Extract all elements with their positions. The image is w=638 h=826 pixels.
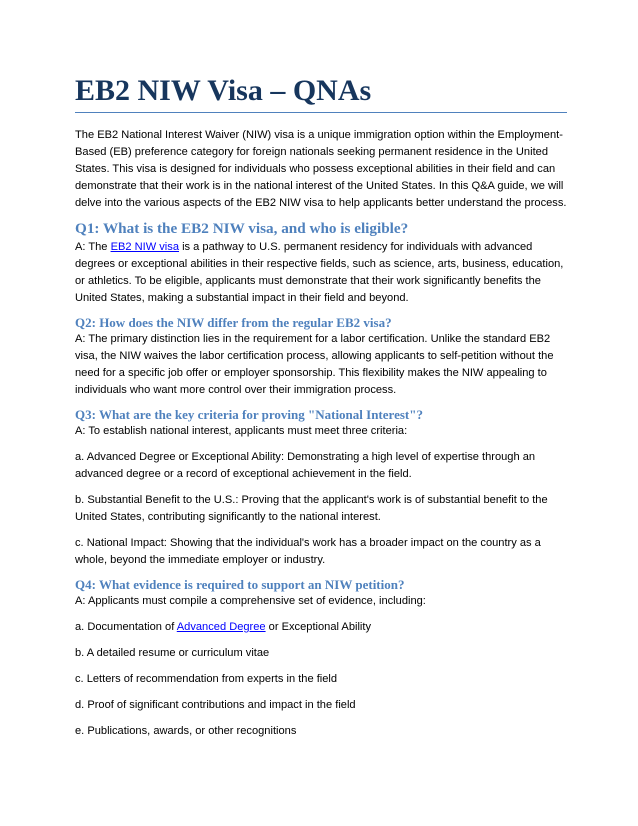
question-2-answer: A: The primary distinction lies in the requirement for a labor certification. Unlike the standard EB2 visa, the NIW waives the labor certification process, allowing applicants to self-petition without the need for a specific job offer or employer sponsorship. This flexibility makes the NIW appealing to individuals who want more control over their immigration process. xyxy=(75,333,554,396)
question-1-answer xyxy=(75,239,567,307)
criteria-item-c: c. National Impact: Showing that the individual's work has a broader impact on the country as a whole, beyond the immediate employer or industry. xyxy=(75,537,541,566)
criteria-item-b: b. Substantial Benefit to the U.S.: Proving that the applicant's work is of substantial benefit to the United States, contributing significantly to the national interest. xyxy=(75,494,548,523)
question-3-answer: A: To establish national interest, applicants must meet three criteria: xyxy=(75,425,408,437)
answer-1-prefix: A: The xyxy=(75,241,111,253)
question-1-heading: Q1: What is the EB2 NIW visa, and who is eligible? xyxy=(75,220,409,237)
criteria-item-a: a. Advanced Degree or Exceptional Ability: Demonstrating a high level of expertise through an advanced degree or a record of exceptional achievement in the field. xyxy=(75,451,536,480)
evidence-item-e: e. Publications, awards, or other recognitions xyxy=(75,725,297,737)
evidence-item-a-prefix: a. Documentation of xyxy=(75,621,177,633)
page-title: EB2 NIW Visa – QNAs xyxy=(75,74,567,113)
question-3-heading: Q3: What are the key criteria for proving "National Interest"? xyxy=(75,407,423,422)
advanced-degree-link[interactable]: Advanced Degree xyxy=(176,621,266,633)
document-page xyxy=(75,74,567,740)
intro-paragraph: The EB2 National Interest Waiver (NIW) visa is a unique immigration option within the Employment-Based (EB) preference category for foreign nationals seeking permanent residence in the United States. This visa is designed for individuals who possess exceptional abilities in their field and can demonstrate that their work is in the national interest of the United States. In this Q&A guide, we will delve into the various aspects of the EB2 NIW visa to help applicants better understand the process. xyxy=(75,129,567,209)
evidence-item-c: c. Letters of recommendation from experts in the field xyxy=(75,673,338,685)
eb2-niw-visa-link[interactable]: EB2 NIW visa xyxy=(110,241,179,253)
question-4-heading: Q4: What evidence is required to support an NIW petition? xyxy=(75,577,405,592)
evidence-item-a-text: or Exceptional Ability xyxy=(265,621,372,633)
question-2-heading: Q2: How does the NIW differ from the regular EB2 visa? xyxy=(75,315,392,330)
evidence-item-b: b. A detailed resume or curriculum vitae xyxy=(75,647,270,659)
evidence-item-d: d. Proof of significant contributions and impact in the field xyxy=(75,699,356,711)
question-4-answer: A: Applicants must compile a comprehensive set of evidence, including: xyxy=(75,595,426,607)
answer-1-text: is a pathway to U.S. permanent residency for individuals with advanced degrees or exceptional abilities in their respective fields, such as science, arts, business, education, or athletics. To be eligible, applicants must demonstrate that their work significantly benefits the United States, making a substantial impact in their field and beyond. xyxy=(75,241,564,304)
evidence-item-a xyxy=(75,619,567,636)
